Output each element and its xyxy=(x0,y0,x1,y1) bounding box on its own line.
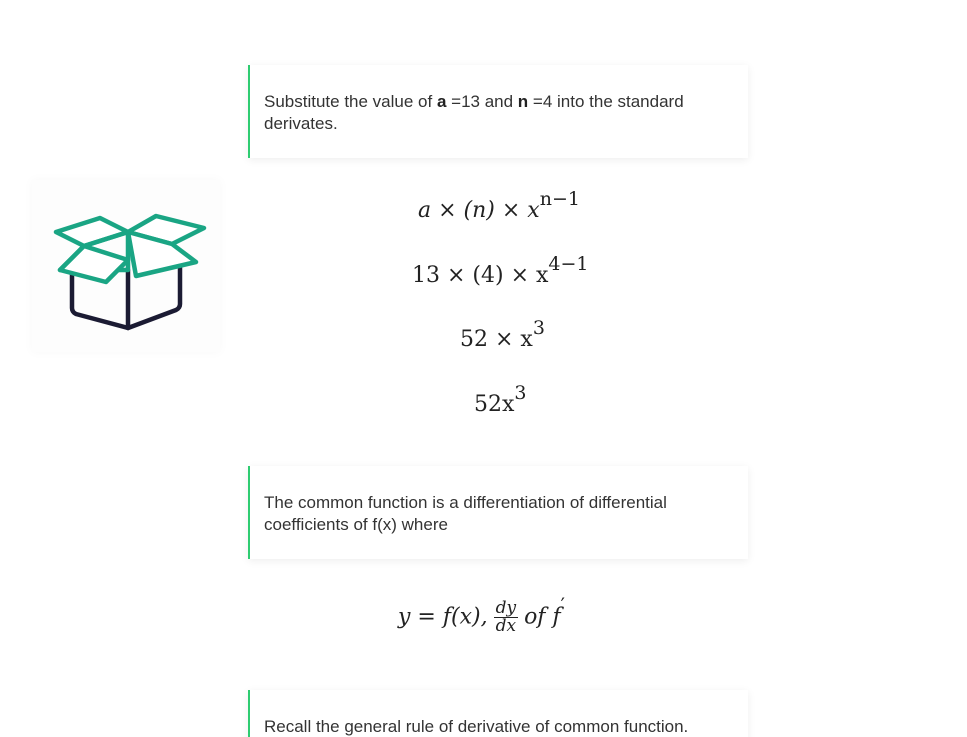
equation-general xyxy=(418,187,580,223)
equation-base: a × (n) × x xyxy=(418,198,540,223)
equation-result xyxy=(474,381,527,417)
equation-base: 13 × (4) × x xyxy=(412,263,549,288)
step-callout-recall-rule xyxy=(248,690,748,737)
equation-base: 52 × x xyxy=(460,327,533,352)
equation-exponent: 3 xyxy=(514,381,527,404)
step-callout-common-function xyxy=(248,466,748,559)
step-text: The common function is a differentiation of differential coefficients of f(x) where xyxy=(264,493,667,534)
equation-rhs: of f xyxy=(524,604,561,630)
value-a: =13 and xyxy=(446,92,518,111)
equation-base: 52x xyxy=(474,392,515,417)
equation-lhs: y = f(x), xyxy=(398,604,488,630)
value-n: =4 into the standard derivates. xyxy=(264,92,684,133)
step-text: Substitute the value of xyxy=(264,92,437,111)
equation-exponent: n−1 xyxy=(539,187,580,210)
open-box-icon xyxy=(32,180,220,352)
variable-a: a xyxy=(436,92,447,111)
open-box-illustration xyxy=(32,180,220,352)
equation-simplified xyxy=(460,316,545,352)
equation-exponent: 4−1 xyxy=(548,252,589,275)
step-callout-substitute xyxy=(248,65,748,158)
equation-exponent: 3 xyxy=(532,316,545,339)
variable-n: n xyxy=(517,92,529,111)
fraction-denominator: dx xyxy=(495,616,517,636)
fraction-numerator: dy xyxy=(495,598,517,618)
prime-mark: ′ xyxy=(560,594,565,617)
equation-substituted xyxy=(412,252,589,288)
step-text: Recall the general rule of derivative of common function. xyxy=(264,717,689,736)
equation-derivative-notation xyxy=(398,594,565,636)
derivative-fraction xyxy=(494,600,519,635)
